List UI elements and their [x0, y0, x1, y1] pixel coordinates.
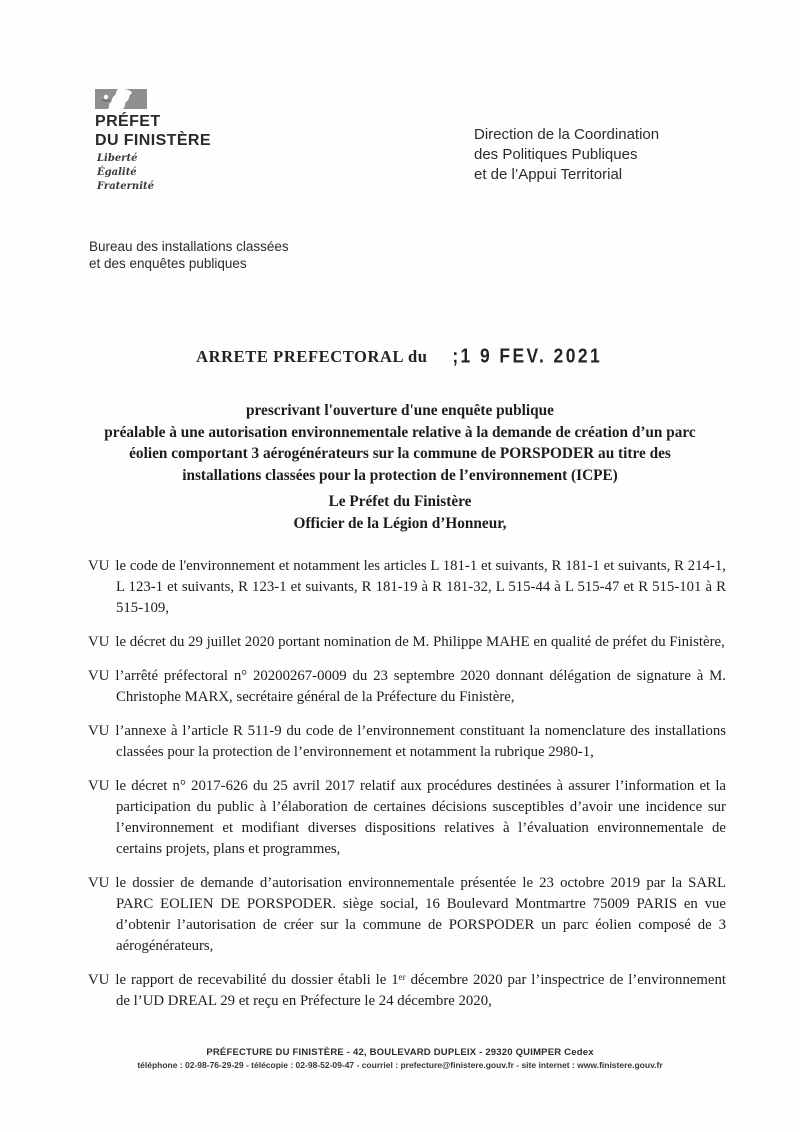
gov-logo: [95, 88, 151, 112]
recital-text-6: le dossier de demande d’autorisation environnementale présentée le 23 octobre 2019 par la SARL PARC EOLIEN DE PORSPODER. siège social, 16 Boulevard Montmartre 75009 PARIS en vue d’obtenir l’autorisation de créer sur la commune de PORSPODER un parc éolien composé de 3 aérogénérateurs,: [115, 875, 726, 954]
footer-contacts: téléphone : 02-98-76-29-29 - télécopie : 02-98-52-09-47 - courriel : prefecture@finistere.gouv.fr - site internet : www.finistere.gouv.fr: [137, 1060, 663, 1070]
recital-text-3: l’arrêté préfectoral n° 20200267-0009 du 23 septembre 2020 donnant délégation de signature à M. Christophe MARX, secrétaire général de la Préfecture du Finistère,: [115, 668, 726, 705]
recital-paragraph-4: [88, 721, 726, 763]
recital-label-4: VU: [88, 723, 110, 739]
subject-line2: préalable à une autorisation environnementale relative à la demande de création d’un parc: [104, 423, 696, 441]
bureau-label: [89, 238, 289, 272]
recital-text-2: le décret du 29 juillet 2020 portant nomination de M. Philippe MAHE en qualité de préfet du Finistère,: [115, 634, 725, 650]
recitals-section: [88, 556, 726, 1025]
direction-address: [474, 125, 659, 185]
issuer-line1: Le Préfet du Finistère: [328, 493, 472, 510]
motto-egalite: Égalité: [97, 167, 137, 178]
prefet-wordmark-line2: DU FINISTÈRE: [95, 132, 211, 149]
marianne-icon: [95, 88, 151, 112]
recital-label-1: VU: [88, 558, 110, 574]
recital-text-5: le décret n° 2017-626 du 25 avril 2017 relatif aux procédures destinées à assurer l’information et la participation du public à l’élaboration de certaines décisions susceptibles d’avoir une incidence sur l’environnement et modifiant diverses dispositions relatives à l’évaluation environnementale de certains projets, plans et programmes,: [115, 778, 726, 857]
prefet-wordmark-line1: PRÉFET: [95, 113, 161, 130]
date-stamp: ;1 9 FEV. 2021: [451, 344, 602, 368]
decree-subject: [70, 400, 730, 486]
recital-paragraph-7: [88, 970, 726, 1012]
decree-title-row: [0, 346, 800, 367]
page-footer: [0, 1047, 800, 1070]
recital-text-7: le rapport de recevabilité du dossier établi le 1ᵉʳ décembre 2020 par l’inspectrice de l’environnement de l’UD DREAL 29 et reçu en Préfecture le 24 décembre 2020,: [115, 972, 726, 1009]
subject-line4: installations classées pour la protection de l’environnement (ICPE): [182, 466, 618, 484]
recital-label-3: VU: [88, 668, 110, 684]
subject-line3: éolien comportant 3 aérogénérateurs sur la commune de PORSPODER au titre des: [129, 445, 671, 462]
subject-line1: prescrivant l'ouverture d'une enquête publique: [246, 402, 554, 419]
decree-title: ARRETE PREFECTORAL du: [196, 347, 428, 366]
recital-paragraph-5: [88, 776, 726, 860]
recital-paragraph-3: [88, 666, 726, 708]
recital-label-2: VU: [88, 634, 110, 650]
recital-paragraph-1: [88, 556, 726, 619]
recital-paragraph-2: [88, 632, 726, 653]
footer-address: PRÉFECTURE DU FINISTÈRE - 42, BOULEVARD DUPLEIX - 29320 QUIMPER Cedex: [206, 1047, 594, 1058]
recital-label-7: VU: [88, 972, 110, 988]
prefet-wordmark: [95, 112, 211, 150]
issuer-block: [70, 491, 730, 534]
bureau-line2: et des enquêtes publiques: [89, 256, 247, 271]
recital-text-4: l’annexe à l’article R 511-9 du code de l’environnement constituant la nomenclature des installations classées pour la protection de l’environnement et notamment la rubrique 2980-1,: [115, 723, 726, 760]
bureau-line1: Bureau des installations classées: [89, 239, 289, 254]
recital-paragraph-6: [88, 873, 726, 957]
direction-line2: des Politiques Publiques: [474, 146, 638, 163]
recital-text-1: le code de l'environnement et notamment les articles L 181-1 et suivants, R 181-1 et suivants, R 214-1, L 123-1 et suivants, R 123-1 et suivants, R 181-19 à R 181-32, L 515-44 à L 515-47 et R 515-101 à R 515-109,: [115, 558, 726, 616]
direction-line1: Direction de la Coordination: [474, 126, 660, 143]
motto-liberte: Liberté: [97, 153, 138, 164]
direction-line3: et de l’Appui Territorial: [474, 166, 623, 183]
republic-motto: [97, 152, 154, 194]
recital-label-6: VU: [88, 875, 110, 891]
issuer-line2: Officier de la Légion d’Honneur,: [293, 514, 507, 532]
recital-label-5: VU: [88, 778, 110, 794]
motto-fraternite: Fraternité: [97, 181, 154, 192]
